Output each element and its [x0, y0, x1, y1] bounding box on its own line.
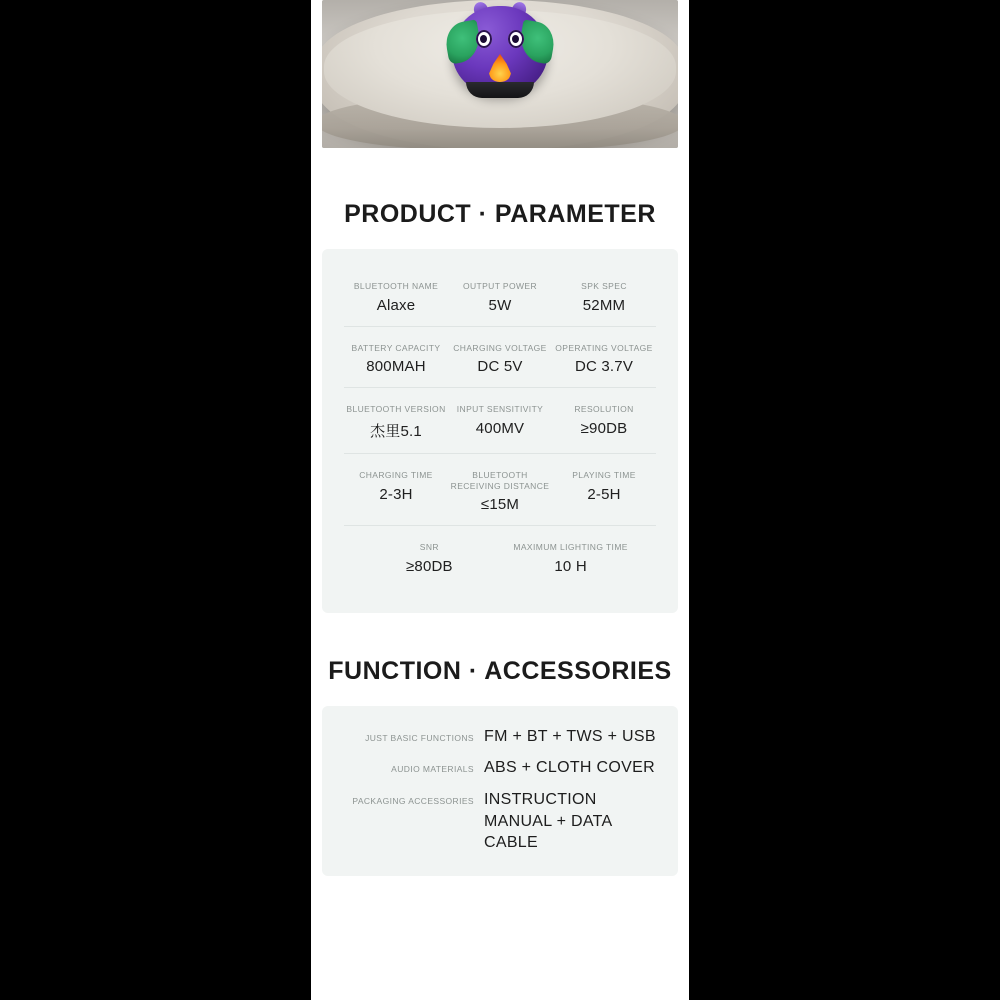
param-cell-playing-time [552, 470, 656, 503]
param-value: 2-3H [379, 485, 413, 503]
eye-right-icon [508, 30, 524, 48]
eye-left-icon [476, 30, 492, 48]
param-label: PLAYING TIME [572, 469, 636, 480]
param-value: DC 3.7V [574, 358, 634, 376]
param-label: SPK SPEC [581, 281, 627, 291]
param-value: 2-5H [587, 485, 621, 503]
param-label: BATTERY CAPACITY [351, 342, 441, 353]
product-parameter-title: PRODUCT · PARAMETER [344, 200, 656, 228]
param-label: BLUETOOTH NAME [353, 281, 439, 291]
param-value: Alaxe [376, 296, 416, 314]
param-cell-snr [359, 542, 500, 575]
param-label: RESOLUTION [574, 404, 634, 415]
param-cell-input-sensitivity [448, 404, 552, 437]
param-label: SNR [419, 542, 439, 553]
param-label: INPUT SENSITIVITY [456, 404, 544, 415]
param-cell-operating-voltage [552, 343, 656, 376]
param-value: DC 5V [477, 358, 523, 376]
func-value-basic-functions: FM + BT + TWS + USB [484, 727, 656, 745]
table-row [344, 454, 656, 526]
param-cell-spk-spec [552, 281, 656, 314]
param-value: 52MM [582, 296, 626, 314]
param-value: 10 H [554, 557, 587, 575]
list-item [344, 726, 656, 748]
param-value: ≥90DB [580, 419, 628, 437]
table-row [344, 327, 656, 389]
param-label: OUTPUT POWER [462, 281, 538, 291]
product-parameter-card [322, 249, 678, 613]
param-label: BLUETOOTH VERSION [346, 404, 446, 415]
param-value: 800MAH [366, 358, 426, 376]
func-label-audio-materials: AUDIO MATERIALS [391, 764, 474, 775]
param-cell-charging-voltage [448, 343, 552, 376]
param-label: OPERATING VOLTAGE [555, 342, 653, 353]
list-item [344, 757, 656, 779]
param-value: 5W [488, 296, 512, 314]
hero-product-photo [322, 0, 678, 148]
param-label: CHARGING TIME [359, 469, 433, 480]
list-item [344, 789, 656, 854]
product-detail-sheet [311, 0, 689, 1000]
param-cell-bluetooth-receiving-distance [448, 470, 552, 513]
table-row [344, 275, 656, 327]
speaker-base-icon [466, 82, 534, 98]
func-label-basic-functions: JUST BASIC FUNCTIONS [365, 732, 474, 743]
param-cell-battery-capacity [344, 343, 448, 376]
param-cell-bluetooth-name [344, 281, 448, 314]
param-label: MAXIMUM LIGHTING TIME [513, 542, 628, 553]
function-accessories-card [322, 706, 678, 876]
func-value-audio-materials: ABS + CLOTH COVER [484, 759, 655, 777]
param-cell-charging-time [344, 470, 448, 503]
param-value: 400MV [475, 419, 525, 437]
param-cell-bluetooth-version [344, 404, 448, 441]
table-row [344, 388, 656, 454]
table-row [344, 526, 656, 587]
func-value-packaging-accessories: INSTRUCTION MANUAL + DATA CABLE [484, 790, 612, 852]
param-value: 杰里5.1 [370, 422, 422, 440]
param-cell-output-power [448, 281, 552, 314]
param-label: CHARGING VOLTAGE [453, 342, 547, 353]
param-value: ≥80DB [405, 557, 453, 575]
func-label-packaging-accessories: PACKAGING ACCESSORIES [352, 795, 474, 806]
function-accessories-title: FUNCTION · ACCESSORIES [328, 656, 672, 685]
param-cell-maximum-lighting-time [500, 542, 641, 575]
param-label: BLUETOOTH RECEIVING DISTANCE [450, 469, 550, 491]
param-value: ≤15M [480, 496, 520, 514]
dragon-speaker-icon [452, 6, 548, 98]
param-cell-resolution [552, 404, 656, 437]
